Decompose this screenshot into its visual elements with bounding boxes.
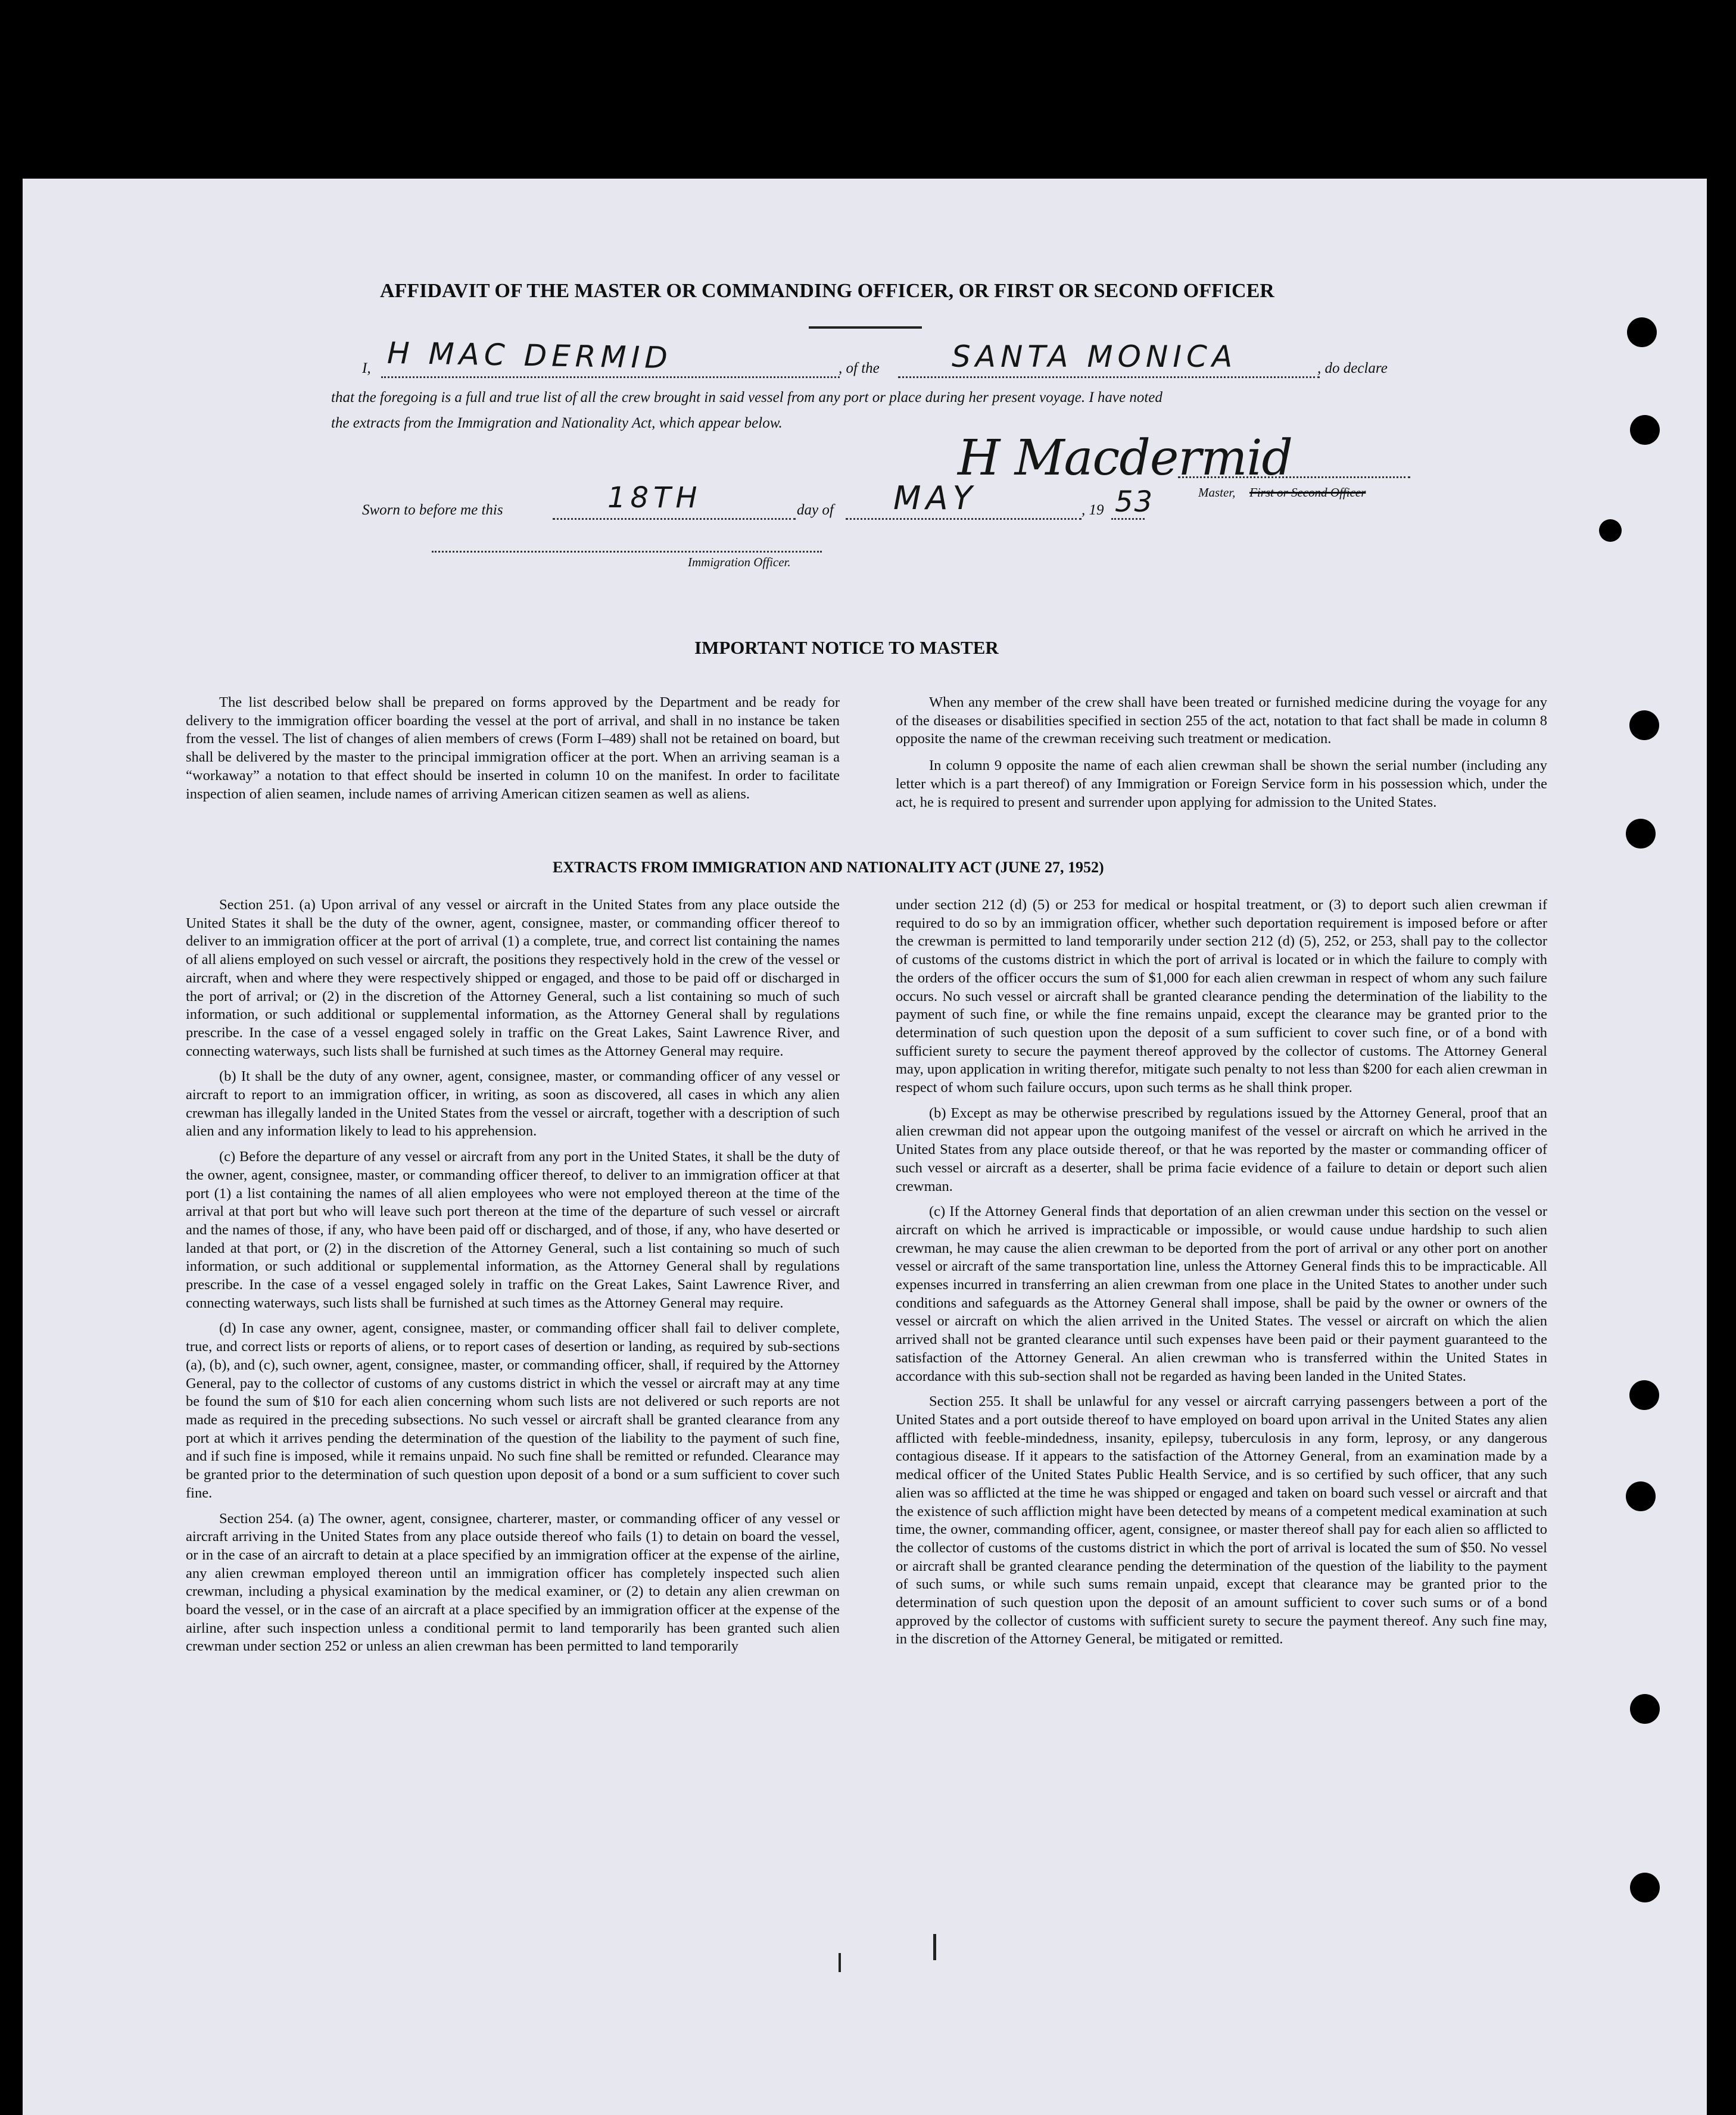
immigration-officer-line [432, 551, 822, 553]
sworn-month-handwritten: MAY [893, 479, 977, 517]
section-251-d: (d) In case any owner, agent, consignee, master, or commanding officer shall fail to deliver complete, true, and correct lists or reports of aliens, or to report cases of desertion or landing, as required by sub-sections (a), (b), and (c), such owner, agent, consignee, master, or commanding officer, shall, if required by the Attorney General, pay to the collector of customs of any customs district in which the vessel or aircraft may at any time be found the sum of $10 for each alien concerning whom such lists are not delivered or such reports are not made as required in the preceding subsections. No such vessel or aircraft shall be granted clearance from any port at which it arrives pending the determination of the question of the liability to the payment of such fine, and if such fine is imposed, while it remains unpaid. No such fine shall be remitted or refunded. Clearance may be granted prior to the determination of such question upon deposit of a bond or a sum sufficient to cover such fine. [186, 1320, 840, 1501]
master-signature: H Macdermid [958, 430, 1293, 486]
punch-hole [1629, 710, 1659, 740]
statement-line1: that the foregoing is a full and true list of all the crew brought in said vessel from any port or place during her present voyage. I have noted [331, 389, 1162, 405]
year-prefix: , 19 [1082, 502, 1104, 518]
punch-hole [1599, 519, 1622, 542]
scan-mark [839, 1953, 841, 1972]
section-251-c: (c) Before the departure of any vessel or aircraft from any port in the United States, it shall be the duty of the owner, agent, consignee, master, or commanding officer thereof, to deliver to an immigration officer at that port (1) a list containing the names of all alien employees who were not employed thereon at the time of the arrival at that port but who will leave such port thereon at the time of the departure of such vessel or aircraft and the names of those, if any, who have been paid off or discharged, and of those, if any, who have deserted or landed at that port, or (2) in the discretion of the Attorney General, such a list containing so much of such information, or such additional or supplemental information, as the Attorney General shall by regulations prescribe. In the case of a vessel engaged solely in traffic on the Great Lakes, Saint Lawrence River, and connecting waterways, such lists shall be furnished at such times as the Attorney General may require. [186, 1149, 840, 1311]
signature-line [1178, 476, 1410, 478]
day-line [553, 518, 796, 520]
notice-right-paragraph-2: In column 9 opposite the name of each alien crewman shall be shown the serial number (including any letter which is a part thereof) of any Immigration or Foreign Service form in his possession which, under the act, he is required to present and surrender upon applying for admission to the United States. [896, 757, 1547, 810]
punch-hole [1630, 1873, 1660, 1902]
notice-left-column [186, 694, 840, 803]
notice-right-paragraph-1: When any member of the crew shall have been treated or furnished medicine during the voyage for any of the diseases or disabilities specified in section 255 of the act, notation to that fact shall be made in column 8 opposite the name of the crewman receiving such treatment or medication. [896, 694, 1547, 747]
punch-hole [1626, 1481, 1656, 1511]
declare-label: , do declare [1317, 360, 1388, 376]
section-251-b: (b) It shall be the duty of any owner, agent, consignee, master, or commanding officer of any vessel or aircraft to report to an immigration officer, in writing, as soon as discovered, all cases in which any alien crewman has illegally landed in the United States from the vessel or aircraft, together with a description of such alien and any information likely to lead to his apprehension. [186, 1068, 840, 1140]
sworn-year-handwritten: 53 [1115, 485, 1154, 519]
sworn-day-handwritten: 18TH [607, 481, 702, 514]
section-255: Section 255. It shall be unlawful for any vessel or aircraft carrying passengers between a port of the United States and a port outside thereof to have employed on board upon arrival in the United States any alien afflicted with feeble-mindedness, insanity, epilepsy, tuberculosis in any form, leprosy, or any dangerous contagious disease. If it appears to the satisfaction of the Attorney General, from an examination made by a medical officer of the United States Public Health Service, and is so certified by such officer, that any such alien was so afflicted at the time he was shipped or engaged and taken on board such vessel or aircraft and that the existence of such affliction might have been detected by means of a competent medical examination at such time, the owner, commanding officer, agent, consignee, or master thereof shall pay for each alien so afflicted to the collector of customs of the customs district in which the port of arrival is located the sum of $50. No vessel or aircraft shall be granted clearance pending the determination of the question of the liability to the payment of such sums, or while such sums remain unpaid, except that clearance may be granted prior to the determination of such question upon the deposit of an amount sufficient to cover such sums or of a bond approved by the collector of customs with sufficient surety to secure the payment thereof. Any such fine may, in the discretion of the Attorney General, be mitigated or remitted. [896, 1393, 1547, 1648]
statement-line2: the extracts from the Immigration and Nationality Act, which appear below. [331, 415, 783, 431]
name-line [381, 376, 840, 378]
day-of-label: day of [797, 502, 834, 518]
extracts-left-column [186, 896, 840, 1656]
signature-caption-struck: First or Second Officer [1249, 485, 1366, 500]
master-name-handwritten: H MAC DERMID [387, 335, 673, 376]
punch-hole [1626, 819, 1656, 849]
signature-caption-master: Master, [1198, 485, 1236, 500]
section-254-a: Section 254. (a) The owner, agent, consignee, charterer, master, or commanding officer of any vessel or aircraft arriving in the United States from any place outside thereof who fails (1) to detain on board the vessel, or in the case of an aircraft to detain at a place specified by an immigration officer at the expense of the airline, any alien crewman employed thereon until an immigration officer has completely inspected such alien crewman, including a physical examination by the medical examiner, or (2) to detain any alien crewman on board the vessel, or in the case of an aircraft at a place specified by an immigration officer at the expense of the airline, after such inspection unless a conditional permit to land temporarily has been granted such alien crewman under section 252 or unless an alien crewman has been permitted to land temporarily [186, 1510, 840, 1655]
scan-mark [933, 1934, 936, 1960]
immigration-officer-label: Immigration Officer. [688, 555, 791, 569]
sworn-label: Sworn to before me this [362, 502, 503, 518]
section-254-c: (c) If the Attorney General finds that deportation of an alien crewman under this section on the vessel or aircraft on which he arrived is impracticable or impossible, or would cause undue hardship to such alien crewman, he may cause the alien crewman to be deported from the port of arrival or any other port on another vessel or aircraft of the same transportation line, unless the Attorney General finds this to be impracticable. All expenses incurred in transferring an alien crewman from one place in the United States to another under such conditions and safeguards as the Attorney General shall impose, shall be paid by the owner or owners of the vessel or aircraft on which the alien arrived in the United States. The vessel or aircraft on which the alien arrived shall not be granted clearance until such expenses have been paid or their payment guaranteed to the satisfaction of the Attorney General. An alien crewman who is transferred within the United States in accordance with this sub-section shall not be regarded as having been landed in the United States. [896, 1203, 1547, 1384]
extracts-right-column [896, 896, 1547, 1649]
punch-hole [1627, 317, 1657, 347]
notice-right-column [896, 694, 1547, 812]
i-label: I, [362, 360, 371, 376]
affidavit-title: AFFIDAVIT OF THE MASTER OR COMMANDING OFFICER, OR FIRST OR SECOND OFFICER [380, 280, 1274, 302]
vessel-line [898, 376, 1320, 378]
section-254-b: (b) Except as may be otherwise prescribed by regulations issued by the Attorney General, proof that an alien crewman did not appear upon the outgoing manifest of the vessel or aircraft on which he arrived in the United States from any place outside thereof, or that he was reported by the master or commanding officer of such vessel or aircraft as a deserter, shall be prima facie evidence of a failure to detain or deport such alien crewman. [896, 1105, 1547, 1194]
punch-hole [1630, 415, 1660, 445]
title-rule [809, 326, 922, 329]
punch-hole [1630, 1694, 1660, 1724]
of-the-label: , of the [839, 360, 880, 376]
section-254-a-continued: under section 212 (d) (5) or 253 for medical or hospital treatment, or (3) to deport such alien crewman if required to do so by an immigration officer, whether such deportation requirement is imposed before or after the crewman is permitted to land temporarily under section 212 (d) (5), 252, or 253, shall pay to the collector of customs of the customs district in which the port of arrival is located or in which the failure to comply with the orders of the officer occurs the sum of $1,000 for each alien crewman in respect of whom any such failure occurs. No such vessel or aircraft shall be granted clearance pending the determination of the liability to the payment of such fine, or while the fine remains unpaid, except the clearance may be granted prior to the determination of such question upon the deposit of a sum sufficient to cover such fine, or of a bond with sufficient surety to secure the payment thereof approved by the collector of customs. The Attorney General may, upon application in writing therefor, mitigate such penalty to not less than $200 for each alien crewman in respect of whom such failure occurs, upon such terms as he shall think proper. [896, 897, 1547, 1096]
notice-title: IMPORTANT NOTICE TO MASTER [694, 637, 999, 658]
notice-left-paragraph: The list described below shall be prepared on forms approved by the Department and be ready for delivery to the immigration officer boarding the vessel at the port of arrival, and shall in no instance be taken from the vessel. The list of changes of alien members of crews (Form I–489) shall not be retained on board, but shall be delivered by the master to the principal immigration officer at the port. When an arriving seaman is a “workaway” a notation to that effect should be inserted in column 10 on the manifest. In order to facilitate inspection of alien seamen, include names of arriving American citizen seamen as well as aliens. [186, 694, 840, 802]
extracts-title: EXTRACTS FROM IMMIGRATION AND NATIONALITY ACT (JUNE 27, 1952) [553, 859, 1104, 876]
month-line [846, 518, 1082, 520]
section-251-a: Section 251. (a) Upon arrival of any vessel or aircraft in the United States from any place outside the United States it shall be the duty of the owner, agent, consignee, master, or commanding officer thereof to deliver to an immigration officer at the port of arrival (1) a complete, true, and correct list containing the names of all aliens employed on such vessel or aircraft, the positions they respectively hold in the crew of the vessel or aircraft, when and where they were respectively shipped or engaged, and those to be paid off or discharged in the port of arrival; or (2) in the discretion of the Attorney General, such a list containing so much of such information, or such additional or supplemental information, as the Attorney General shall by regulations prescribe. In the case of a vessel engaged solely in traffic on the Great Lakes, Saint Lawrence River, and connecting waterways, such lists shall be furnished at such times as the Attorney General may require. [186, 897, 840, 1059]
punch-hole [1629, 1380, 1659, 1410]
vessel-name-handwritten: SANTA MONICA [952, 339, 1238, 374]
